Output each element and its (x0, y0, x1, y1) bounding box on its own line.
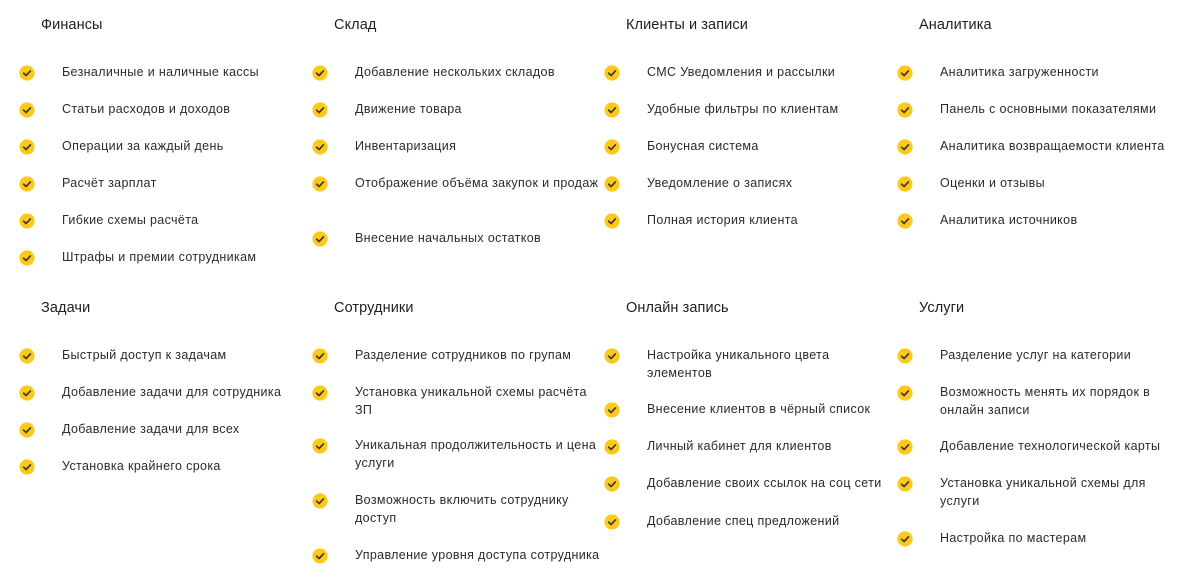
feature-item-label: Установка крайнего срока (62, 459, 221, 473)
feature-item-label: Бонусная система (647, 139, 759, 153)
check-circle-icon (604, 213, 620, 229)
check-circle-icon (312, 176, 328, 192)
check-circle-icon (604, 348, 620, 364)
check-circle-icon (19, 250, 35, 266)
feature-item-label: Уведомление о записях (647, 176, 793, 190)
feature-item-label: Безналичные и наличные кассы (62, 65, 259, 79)
check-circle-icon (19, 65, 35, 81)
check-circle-icon (604, 476, 620, 492)
check-circle-icon (19, 348, 35, 364)
section-title: Сотрудники (334, 300, 414, 316)
feature-item-label: Инвентаризация (355, 139, 457, 153)
check-circle-icon (897, 439, 913, 455)
feature-item-label: Возможность включить сотруднику доступ (355, 493, 569, 525)
check-circle-icon (897, 531, 913, 547)
check-circle-icon (19, 176, 35, 192)
feature-item-label: Добавление задачи для всех (62, 422, 240, 436)
feature-item-label: Движение товара (355, 102, 462, 116)
section-title: Онлайн запись (626, 300, 729, 316)
feature-item-label: Расчёт зарплат (62, 176, 157, 190)
feature-item-label: Панель с основными показателями (940, 102, 1157, 116)
check-circle-icon (312, 231, 328, 247)
check-circle-icon (604, 102, 620, 118)
check-circle-icon (897, 176, 913, 192)
check-circle-icon (897, 476, 913, 492)
check-circle-icon (312, 548, 328, 564)
check-circle-icon (19, 213, 35, 229)
check-circle-icon (19, 139, 35, 155)
check-circle-icon (897, 65, 913, 81)
check-circle-icon (897, 139, 913, 155)
section-title: Финансы (41, 17, 103, 33)
feature-item-label: Удобные фильтры по клиентам (647, 102, 839, 116)
feature-item-label: Настройка уникального цвета элементов (647, 348, 830, 380)
feature-item-label: Уникальная продолжительность и цена услуги (355, 438, 597, 470)
check-circle-icon (604, 65, 620, 81)
feature-item-label: Настройка по мастерам (940, 531, 1087, 545)
feature-item-label: Полная история клиента (647, 213, 798, 227)
feature-item-label: Разделение услуг на категории (940, 348, 1132, 362)
check-circle-icon (19, 385, 35, 401)
check-circle-icon (897, 348, 913, 364)
feature-item-label: Установка уникальной схемы для услуги (940, 476, 1146, 508)
feature-item-label: СМС Уведомления и рассылки (647, 65, 836, 79)
check-circle-icon (897, 213, 913, 229)
check-circle-icon (604, 402, 620, 418)
check-circle-icon (604, 439, 620, 455)
check-circle-icon (19, 422, 35, 438)
feature-item-label: Личный кабинет для клиентов (647, 439, 832, 453)
feature-item-label: Управление уровня доступа сотрудника (355, 548, 600, 562)
feature-item-label: Оценки и отзывы (940, 176, 1045, 190)
feature-item-label: Операции за каждый день (62, 139, 224, 153)
feature-item-label: Добавление нескольких складов (355, 65, 555, 79)
check-circle-icon (312, 139, 328, 155)
feature-item-label: Добавление задачи для сотрудника (62, 385, 282, 399)
feature-item-label: Внесение клиентов в чёрный список (647, 402, 871, 416)
check-circle-icon (312, 438, 328, 454)
feature-item-label: Аналитика источников (940, 213, 1078, 227)
feature-item-label: Отображение объёма закупок и продаж (355, 176, 599, 190)
check-circle-icon (19, 459, 35, 475)
check-circle-icon (604, 176, 620, 192)
feature-item-label: Возможность менять их порядок в онлайн записи (940, 385, 1151, 417)
section-title: Склад (334, 17, 377, 33)
check-circle-icon (19, 102, 35, 118)
check-circle-icon (312, 348, 328, 364)
feature-item-label: Установка уникальной схемы расчёта ЗП (355, 385, 587, 417)
check-circle-icon (312, 65, 328, 81)
check-circle-icon (897, 102, 913, 118)
check-circle-icon (312, 493, 328, 509)
section-title: Клиенты и записи (626, 17, 748, 33)
check-circle-icon (897, 385, 913, 401)
check-circle-icon (312, 385, 328, 401)
section-title: Задачи (41, 300, 91, 316)
section-title: Аналитика (919, 17, 992, 33)
check-circle-icon (604, 139, 620, 155)
feature-item-label: Внесение начальных остатков (355, 231, 542, 245)
feature-item-label: Аналитика возвращаемости клиента (940, 139, 1165, 153)
feature-item-label: Быстрый доступ к задачам (62, 348, 227, 362)
check-circle-icon (604, 514, 620, 530)
feature-item-label: Добавление спец предложений (647, 514, 840, 528)
feature-item-label: Штрафы и премии сотрудникам (62, 250, 257, 264)
feature-item-label: Аналитика загруженности (940, 65, 1099, 79)
feature-item-label: Гибкие схемы расчёта (62, 213, 199, 227)
section-title: Услуги (919, 300, 965, 316)
feature-item-label: Добавление технологической карты (940, 439, 1161, 453)
feature-item-label: Статьи расходов и доходов (62, 102, 231, 116)
feature-item-label: Добавление своих ссылок на соц сети (647, 476, 882, 490)
feature-item-label: Разделение сотрудников по групам (355, 348, 572, 362)
check-circle-icon (312, 102, 328, 118)
